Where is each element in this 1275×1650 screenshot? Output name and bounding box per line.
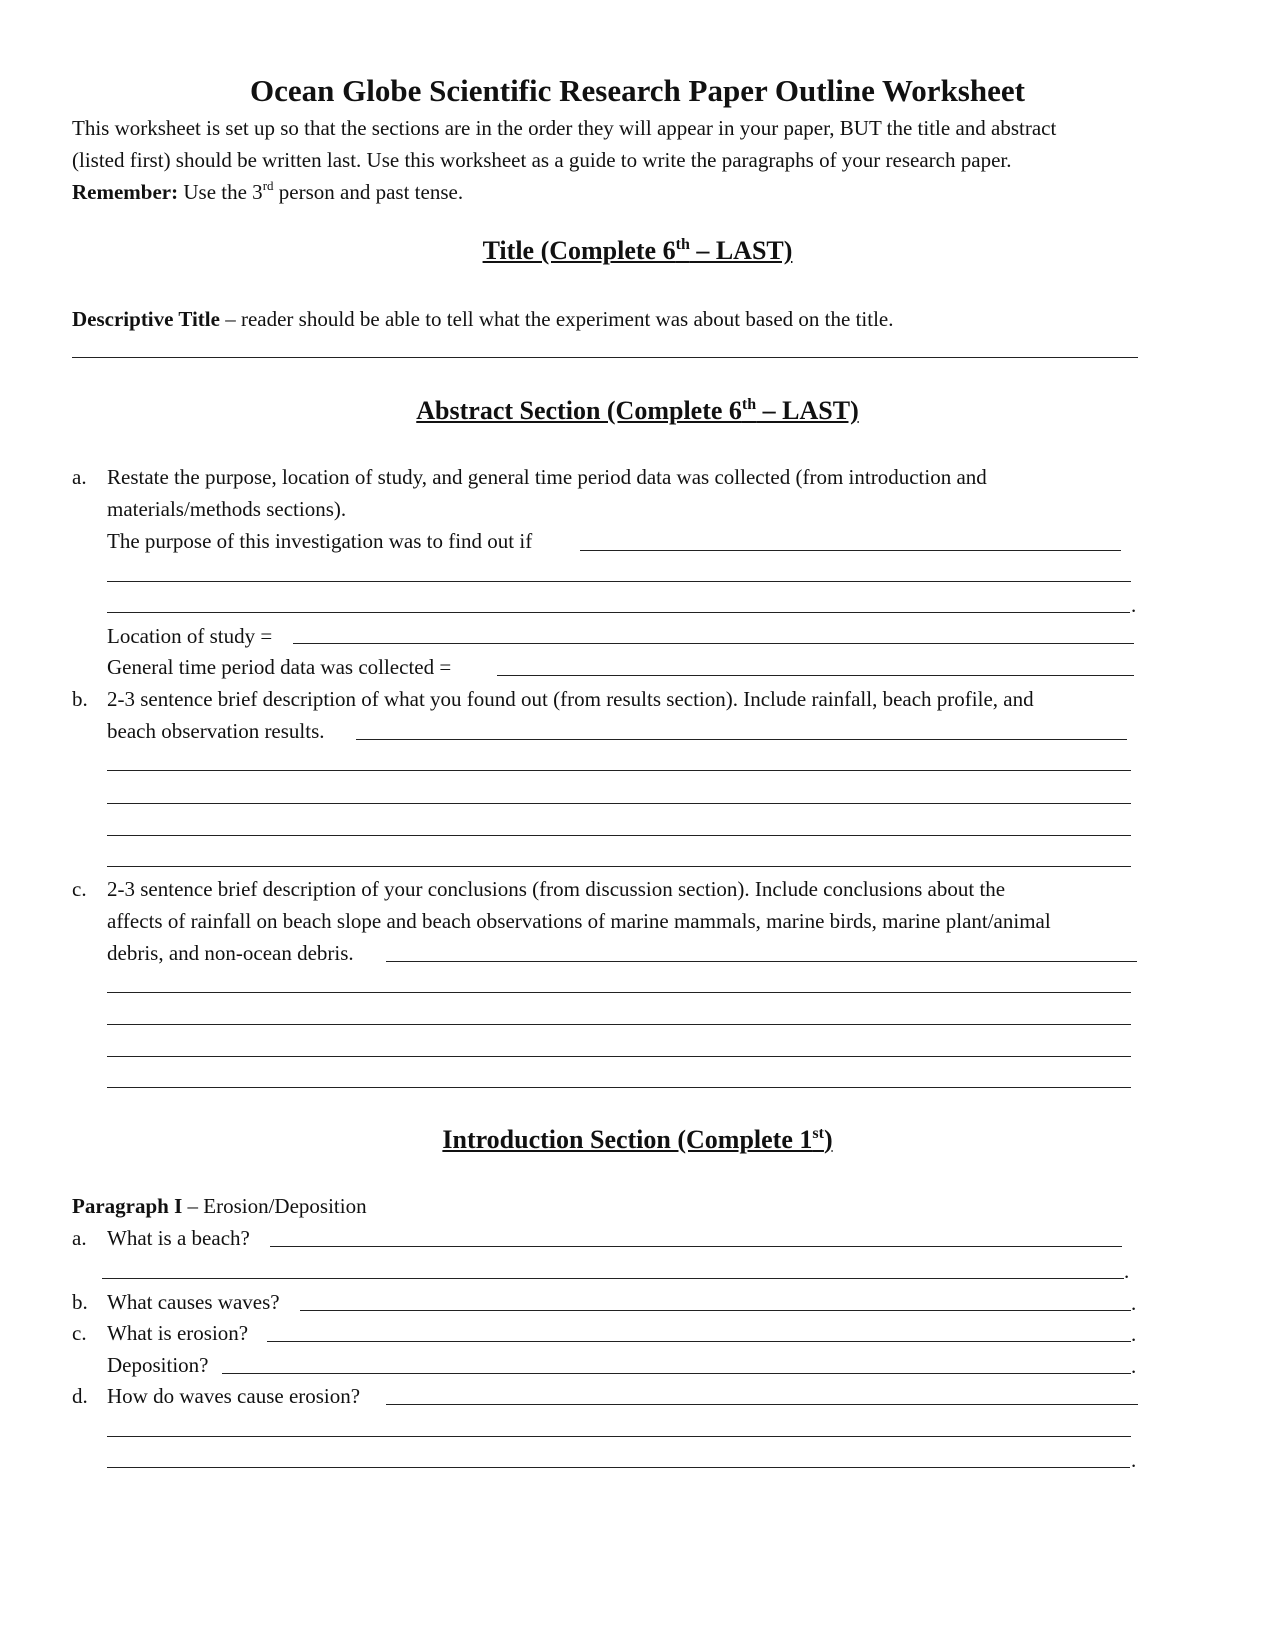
period: .	[1131, 1291, 1137, 1315]
remember-pre: Use the 3	[178, 180, 263, 204]
title-answer-line[interactable]	[72, 357, 1138, 358]
conclusions-answer-line-1[interactable]	[386, 961, 1137, 962]
abstract-c-line-2: affects of rainfall on beach slope and beach observations of marine mammals, marine birds, marine plant/animal	[107, 909, 1051, 933]
beach-answer-line-1[interactable]	[270, 1246, 1122, 1247]
wave-erosion-answer-line-2[interactable]	[107, 1436, 1131, 1437]
title-section-heading	[0, 238, 1275, 264]
conclusions-answer-line-4[interactable]	[107, 1056, 1131, 1057]
abstract-a-line-1: Restate the purpose, location of study, and general time period data was collected (from introduction and	[107, 465, 987, 489]
document-title: Ocean Globe Scientific Research Paper Outline Worksheet	[250, 73, 1025, 108]
heading-sup: th	[675, 236, 690, 253]
beach-question: What is a beach?	[107, 1226, 250, 1250]
abstract-a-marker: a.	[72, 465, 87, 489]
introduction-section-heading	[0, 1127, 1275, 1153]
location-answer-line[interactable]	[293, 643, 1134, 644]
wave-erosion-answer-line-3[interactable]	[107, 1467, 1130, 1468]
period: .	[1124, 1259, 1130, 1283]
results-answer-line-1[interactable]	[356, 739, 1127, 740]
conclusions-answer-line-3[interactable]	[107, 1024, 1131, 1025]
heading-sup: th	[741, 396, 757, 413]
intro-b-marker: b.	[72, 1290, 88, 1314]
period: .	[1131, 1322, 1137, 1346]
results-answer-line-5[interactable]	[107, 866, 1131, 867]
location-prompt: Location of study =	[107, 624, 273, 648]
remember-post: person and past tense.	[273, 180, 464, 204]
wave-erosion-question: How do waves cause erosion?	[107, 1384, 361, 1408]
deposition-question: Deposition?	[107, 1353, 209, 1377]
erosion-question: What is erosion?	[107, 1321, 249, 1345]
abstract-section-heading	[0, 398, 1275, 424]
waves-answer-line[interactable]	[300, 1310, 1131, 1311]
paragraph-1-label: Paragraph I	[72, 1194, 183, 1218]
intro-line-2: (listed first) should be written last. Use this worksheet as a guide to write the paragraphs of your research paper.	[72, 148, 1012, 172]
beach-answer-line-2[interactable]	[102, 1278, 1124, 1279]
results-answer-line-3[interactable]	[107, 803, 1131, 804]
paragraph-1-line	[72, 1196, 367, 1217]
results-answer-line-2[interactable]	[107, 770, 1131, 771]
heading-pre: Title (Complete 6	[482, 236, 676, 265]
descriptive-title-label: Descriptive Title	[72, 307, 220, 331]
heading-post: )	[823, 1125, 833, 1154]
period: .	[1131, 1448, 1137, 1472]
heading-post: – LAST)	[756, 396, 859, 425]
intro-line-1: This worksheet is set up so that the sections are in the order they will appear in your paper, BUT the title and abstract	[72, 116, 1057, 140]
abstract-c-marker: c.	[72, 877, 87, 901]
time-period-answer-line[interactable]	[497, 675, 1134, 676]
remember-label: Remember:	[72, 180, 179, 204]
abstract-c-line-1: 2-3 sentence brief description of your conclusions (from discussion section). Include conclusions about the	[107, 877, 1006, 901]
intro-d-marker: d.	[72, 1384, 88, 1408]
period: .	[1131, 1354, 1137, 1378]
abstract-a-line-2: materials/methods sections).	[107, 497, 347, 521]
conclusions-answer-line-5[interactable]	[107, 1087, 1131, 1088]
descriptive-title-text: – reader should be able to tell what the experiment was about based on the title.	[219, 307, 894, 331]
period: .	[1131, 593, 1137, 617]
intro-a-marker: a.	[72, 1226, 87, 1250]
heading-pre: Introduction Section (Complete 1	[442, 1125, 813, 1154]
abstract-b-marker: b.	[72, 687, 88, 711]
erosion-answer-line[interactable]	[267, 1341, 1131, 1342]
descriptive-title-line	[72, 309, 894, 330]
time-period-prompt: General time period data was collected =	[107, 655, 452, 679]
deposition-answer-line[interactable]	[222, 1373, 1131, 1374]
intro-c-marker: c.	[72, 1321, 87, 1345]
abstract-b-line-1: 2-3 sentence brief description of what you found out (from results section). Include rainfall, beach profile, and	[107, 687, 1034, 711]
paragraph-1-topic: – Erosion/Deposition	[182, 1194, 367, 1218]
abstract-c-line-3: debris, and non-ocean debris.	[107, 941, 354, 965]
heading-sup: st	[812, 1125, 824, 1142]
purpose-prompt: The purpose of this investigation was to find out if	[107, 529, 533, 553]
results-answer-line-4[interactable]	[107, 835, 1131, 836]
purpose-answer-line-2[interactable]	[107, 581, 1131, 582]
remember-sup: rd	[262, 178, 274, 193]
wave-erosion-answer-line-1[interactable]	[386, 1404, 1138, 1405]
abstract-b-line-2: beach observation results.	[107, 719, 325, 743]
waves-question: What causes waves?	[107, 1290, 280, 1314]
remember-line	[72, 178, 464, 204]
heading-post: – LAST)	[689, 236, 793, 265]
conclusions-answer-line-2[interactable]	[107, 992, 1131, 993]
purpose-answer-line-3[interactable]	[107, 612, 1130, 613]
purpose-answer-line[interactable]	[580, 550, 1121, 551]
heading-pre: Abstract Section (Complete 6	[416, 396, 742, 425]
